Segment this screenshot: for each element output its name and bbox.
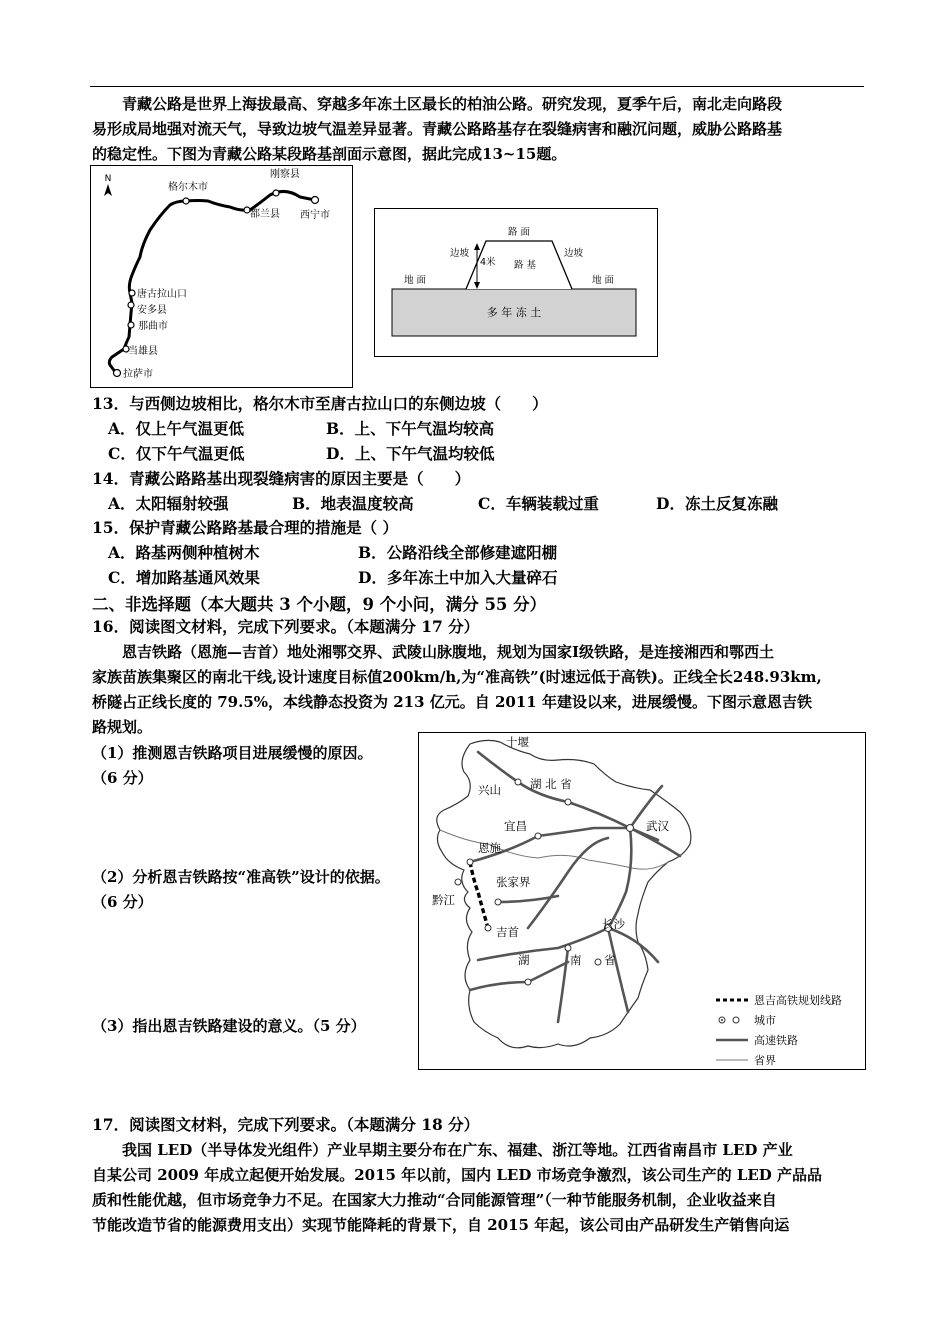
- roadbed-profile-diagram: [374, 208, 658, 357]
- label-ground-left: 地 面: [404, 275, 427, 286]
- city-marker: [129, 290, 135, 296]
- q15-option-a[interactable]: A．路基两侧种植树木: [108, 543, 260, 562]
- q16-stem: 16．阅读图文材料，完成下列要求。（本题满分 17 分）: [92, 617, 480, 636]
- city-marker: [273, 190, 279, 196]
- city-marker: [515, 779, 521, 785]
- city-marker: [128, 322, 134, 328]
- city-marker: [595, 959, 601, 965]
- q16-sub2: （2）分析恩吉铁路按“准高铁”设计的依据。: [92, 868, 390, 886]
- label-sheng: 省: [604, 953, 616, 967]
- q16-line: 恩吉铁路（恩施—吉首）地处湘鄂交界、武陵山脉腹地，规划为国家Ⅰ级铁路，是连接湘西和鄂西土: [122, 643, 775, 661]
- label-gangcha: 刚察县: [270, 169, 300, 180]
- q16-line: 桥隧占正线长度的 79.5%，本线静态投资为 213 亿元。自 2011 年建设以来，进展缓慢。下图示意恩吉铁: [92, 693, 812, 711]
- q13-option-c[interactable]: C．仅下午气温更低: [108, 444, 245, 463]
- label-slope-right: 边坡: [564, 248, 584, 259]
- q13-option-d[interactable]: D．上、下午气温均较低: [326, 444, 495, 463]
- q14-option-d[interactable]: D．冻土反复冻融: [656, 494, 778, 513]
- city-marker: [114, 370, 121, 377]
- q17-line: 自某公司 2009 年成立起便开始发展。2015 年以前，国内 LED 市场竞争激烈，该公司生产的 LED 产品品: [92, 1166, 823, 1184]
- intro-paragraph-cont: [92, 117, 864, 167]
- q13-stem: 13．与西侧边坡相比，格尔木市至唐古拉山口的东侧边坡（ ）: [92, 394, 548, 413]
- q14-option-b[interactable]: B．地表温度较高: [292, 494, 414, 513]
- city-marker: [128, 302, 134, 308]
- q14-option-c[interactable]: C．车辆装载过重: [478, 494, 599, 513]
- q16-sub3: （3）指出恩吉铁路建设的意义。（5 分）: [92, 1017, 366, 1035]
- label-xining: 西宁市: [300, 210, 330, 221]
- q14-stem: 14．青藏公路路基出现裂缝病害的原因主要是（ ）: [92, 469, 471, 488]
- q16-sub2-score: （6 分）: [92, 893, 153, 911]
- legend-city: 城市: [754, 1014, 776, 1027]
- label-enshi: 恩施: [478, 841, 501, 855]
- label-changsha: 长沙: [602, 917, 625, 931]
- q17-paragraph: [92, 1138, 864, 1163]
- city-marker: [455, 879, 461, 885]
- q17-line: 我国 LED（半导体发光组件）产业早期主要分布在广东、福建、浙江等地。江西省南昌市 LED 产业: [122, 1141, 793, 1159]
- q16-sub1: （1）推测恩吉铁路项目进展缓慢的原因。: [92, 744, 373, 762]
- label-golmud: 格尔木市: [168, 182, 208, 193]
- q15-option-c[interactable]: C．增加路基通风效果: [108, 568, 260, 587]
- city-marker: [525, 979, 531, 985]
- city-marker: [565, 945, 571, 951]
- qinghai-tibet-map: [90, 165, 353, 388]
- q17-line: 质和性能优越，但市场竞争力不足。在国家大力推动“合同能源管理”（一种节能服务机制，企业收益来自: [92, 1191, 777, 1209]
- city-marker: [467, 859, 473, 865]
- intro-line: 易形成局地强对流天气，导致边坡气温差异显著。青藏公路路基存在裂缝病害和融沉问题，威胁公路路基: [92, 120, 783, 138]
- q13-option-b[interactable]: B．上、下午气温均较高: [326, 419, 495, 438]
- label-ground-right: 地 面: [592, 275, 615, 286]
- q15-option-d[interactable]: D．多年冻土中加入大量碎石: [358, 568, 558, 587]
- label-height: 4米: [480, 257, 496, 268]
- q13-option-a[interactable]: A．仅上午气温更低: [108, 419, 245, 438]
- q16-paragraph-cont: [92, 665, 864, 740]
- city-marker: [535, 833, 541, 839]
- q15-stem: 15．保护青藏公路路基最合理的措施是（ ）: [92, 518, 398, 537]
- city-marker: [495, 899, 501, 905]
- label-roadbed: 路 基: [514, 260, 537, 271]
- intro-line: 的稳定性。下图为青藏公路某段路基剖面示意图，据此完成13~15题。: [92, 145, 567, 163]
- city-marker: [565, 799, 571, 805]
- label-tanggula: 唐古拉山口: [137, 289, 187, 300]
- label-hubei: 湖 北 省: [530, 777, 572, 791]
- label-hu: 湖: [518, 953, 530, 967]
- label-yichang: 宜昌: [504, 819, 527, 833]
- q17-line: 节能改造节省的能源费用支出）实现节能降耗的背景下，自 2015 年起，该公司由产品研发生产销售向运: [92, 1216, 790, 1234]
- city-marker: [183, 198, 189, 204]
- header-rule: [90, 86, 864, 87]
- city-marker: [485, 925, 491, 931]
- q15-option-b[interactable]: B．公路沿线全部修建遮阳棚: [358, 543, 558, 562]
- q16-sub1-score: （6 分）: [92, 769, 153, 787]
- q16-line: 路规划。: [92, 718, 153, 736]
- label-wuhan: 武汉: [646, 819, 669, 833]
- label-dangxiong: 当雄县: [128, 346, 158, 357]
- legend-border: 省界: [754, 1054, 776, 1067]
- label-shiyan: 十堰: [506, 735, 529, 749]
- north-label: N: [104, 174, 112, 184]
- label-road-surface: 路 面: [507, 227, 531, 238]
- label-lhasa: 拉萨市: [123, 369, 153, 380]
- label-qianjiang: 黔江: [432, 893, 455, 907]
- legend-planned: 恩吉高铁规划线路: [754, 994, 842, 1007]
- label-slope-left: 边坡: [450, 248, 470, 259]
- q17-paragraph-cont: [92, 1163, 864, 1238]
- label-naqu: 那曲市: [138, 321, 168, 332]
- intro-paragraph: [92, 92, 864, 117]
- intro-line: 青藏公路是世界上海拔最高、穿越多年冻土区最长的柏油公路。研究发现，夏季午后，南北走向路段: [122, 95, 783, 113]
- label-jishou: 吉首: [496, 925, 519, 939]
- legend-hsr: 高速铁路: [754, 1034, 798, 1047]
- label-permafrost: 多 年 冻 土: [486, 306, 542, 319]
- label-anduo: 安多县: [137, 305, 167, 316]
- enji-railway-map: [418, 732, 866, 1070]
- q16-paragraph: [92, 640, 864, 665]
- city-marker: [627, 825, 634, 832]
- q16-line: 家族苗族集聚区的南北干线,设计速度目标值200km/h,为“准高铁”(时速远低于高铁)。正线全长248.93km,: [92, 668, 822, 686]
- q17-stem: 17．阅读图文材料，完成下列要求。（本题满分 18 分）: [92, 1115, 480, 1134]
- city-marker: [312, 197, 319, 204]
- label-zhangjiajie: 张家界: [496, 875, 531, 889]
- label-xingshan: 兴山: [478, 783, 501, 797]
- label-nan: 南: [570, 953, 582, 967]
- section-2-heading: 二、非选择题（本大题共 3 个小题，9 个小问，满分 55 分）: [92, 595, 547, 614]
- label-dulan: 都兰县: [250, 209, 280, 220]
- q14-option-a[interactable]: A．太阳辐射较强: [108, 494, 229, 513]
